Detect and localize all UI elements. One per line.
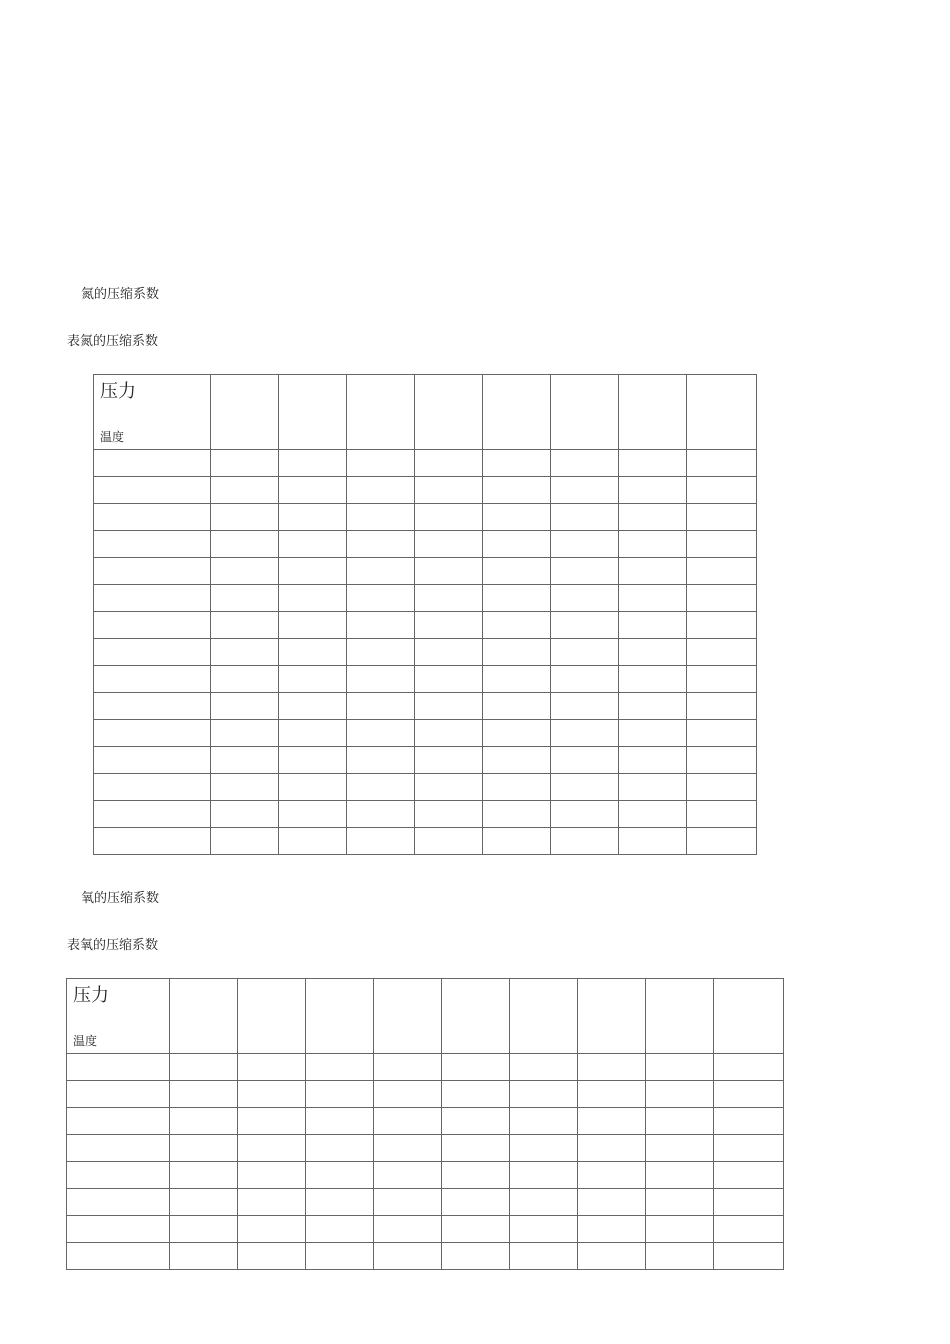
value-cell — [306, 1135, 374, 1162]
table-row — [67, 1081, 784, 1108]
value-cell — [347, 828, 415, 855]
value-cell — [714, 1243, 784, 1270]
value-cell — [211, 720, 279, 747]
value-cell — [347, 774, 415, 801]
value-cell — [374, 1108, 442, 1135]
value-cell — [619, 504, 687, 531]
value-cell — [374, 1054, 442, 1081]
value-cell — [510, 1054, 578, 1081]
table-row — [94, 666, 757, 693]
value-cell — [211, 450, 279, 477]
value-cell — [551, 612, 619, 639]
value-cell — [551, 531, 619, 558]
table-row — [94, 801, 757, 828]
value-cell — [714, 1162, 784, 1189]
value-cell — [374, 1216, 442, 1243]
value-cell — [714, 1108, 784, 1135]
pressure-header-cell — [238, 979, 306, 1054]
value-cell — [347, 639, 415, 666]
value-cell — [279, 747, 347, 774]
table-row — [94, 504, 757, 531]
value-cell — [578, 1081, 646, 1108]
value-cell — [551, 639, 619, 666]
value-cell — [714, 1216, 784, 1243]
table-row — [94, 828, 757, 855]
temperature-cell — [67, 1216, 170, 1243]
value-cell — [619, 693, 687, 720]
temperature-cell — [67, 1135, 170, 1162]
value-cell — [415, 747, 483, 774]
value-cell — [483, 585, 551, 612]
value-cell — [415, 558, 483, 585]
temperature-header-label: 温度 — [100, 430, 125, 444]
table-row — [67, 1135, 784, 1162]
value-cell — [483, 801, 551, 828]
value-cell — [374, 1081, 442, 1108]
value-cell — [347, 693, 415, 720]
table-row — [94, 747, 757, 774]
nitrogen-table-caption: 表氮的压缩系数 — [67, 334, 159, 349]
value-cell — [306, 1054, 374, 1081]
value-cell — [170, 1135, 238, 1162]
value-cell — [279, 774, 347, 801]
value-cell — [279, 531, 347, 558]
oxygen-table-caption: 表氧的压缩系数 — [67, 938, 159, 953]
value-cell — [510, 1189, 578, 1216]
value-cell — [442, 1054, 510, 1081]
value-cell — [687, 450, 757, 477]
value-cell — [170, 1162, 238, 1189]
value-cell — [279, 558, 347, 585]
value-cell — [347, 720, 415, 747]
table-row — [94, 558, 757, 585]
value-cell — [211, 504, 279, 531]
value-cell — [551, 747, 619, 774]
value-cell — [578, 1243, 646, 1270]
value-cell — [646, 1162, 714, 1189]
value-cell — [687, 612, 757, 639]
pressure-header-cell — [687, 375, 757, 450]
table-row — [94, 450, 757, 477]
table-row — [94, 693, 757, 720]
value-cell — [211, 774, 279, 801]
value-cell — [483, 774, 551, 801]
value-cell — [714, 1135, 784, 1162]
table-row — [67, 1054, 784, 1081]
oxygen-section-heading: 氧的压缩系数 — [81, 891, 160, 906]
value-cell — [279, 477, 347, 504]
table-row — [94, 720, 757, 747]
value-cell — [646, 1081, 714, 1108]
header-row — [94, 375, 757, 450]
value-cell — [374, 1135, 442, 1162]
pressure-header-cell — [306, 979, 374, 1054]
value-cell — [619, 639, 687, 666]
value-cell — [211, 477, 279, 504]
value-cell — [238, 1054, 306, 1081]
pressure-header-cell — [483, 375, 551, 450]
table-row — [67, 1189, 784, 1216]
value-cell — [687, 531, 757, 558]
value-cell — [442, 1216, 510, 1243]
value-cell — [578, 1216, 646, 1243]
value-cell — [170, 1081, 238, 1108]
value-cell — [551, 477, 619, 504]
value-cell — [619, 558, 687, 585]
value-cell — [510, 1243, 578, 1270]
value-cell — [551, 585, 619, 612]
value-cell — [347, 585, 415, 612]
value-cell — [483, 720, 551, 747]
table-row — [94, 585, 757, 612]
value-cell — [687, 747, 757, 774]
value-cell — [347, 801, 415, 828]
table-row — [94, 774, 757, 801]
temperature-cell — [94, 612, 211, 639]
value-cell — [170, 1216, 238, 1243]
value-cell — [483, 666, 551, 693]
pressure-header-label: 压力 — [73, 985, 109, 1006]
value-cell — [646, 1216, 714, 1243]
value-cell — [279, 666, 347, 693]
value-cell — [279, 693, 347, 720]
pressure-header-cell — [374, 979, 442, 1054]
value-cell — [415, 585, 483, 612]
temperature-cell — [67, 1108, 170, 1135]
value-cell — [578, 1189, 646, 1216]
value-cell — [306, 1216, 374, 1243]
value-cell — [415, 828, 483, 855]
value-cell — [442, 1108, 510, 1135]
value-cell — [347, 450, 415, 477]
nitrogen-compression-table — [93, 374, 757, 855]
table-row — [94, 639, 757, 666]
value-cell — [551, 720, 619, 747]
value-cell — [442, 1243, 510, 1270]
value-cell — [211, 612, 279, 639]
pressure-header-cell — [279, 375, 347, 450]
temperature-cell — [67, 1162, 170, 1189]
value-cell — [510, 1081, 578, 1108]
table-row — [94, 531, 757, 558]
value-cell — [306, 1162, 374, 1189]
pressure-header-cell — [211, 375, 279, 450]
value-cell — [619, 720, 687, 747]
value-cell — [415, 639, 483, 666]
temperature-cell — [94, 747, 211, 774]
value-cell — [211, 558, 279, 585]
value-cell — [415, 774, 483, 801]
value-cell — [687, 504, 757, 531]
value-cell — [510, 1108, 578, 1135]
value-cell — [619, 477, 687, 504]
value-cell — [687, 558, 757, 585]
value-cell — [170, 1189, 238, 1216]
value-cell — [211, 828, 279, 855]
value-cell — [578, 1135, 646, 1162]
value-cell — [306, 1243, 374, 1270]
value-cell — [374, 1189, 442, 1216]
value-cell — [306, 1081, 374, 1108]
value-cell — [619, 450, 687, 477]
value-cell — [687, 774, 757, 801]
value-cell — [170, 1108, 238, 1135]
pressure-header-cell — [510, 979, 578, 1054]
pressure-header-cell — [415, 375, 483, 450]
value-cell — [619, 747, 687, 774]
value-cell — [238, 1189, 306, 1216]
value-cell — [238, 1216, 306, 1243]
value-cell — [279, 585, 347, 612]
value-cell — [578, 1162, 646, 1189]
value-cell — [347, 612, 415, 639]
value-cell — [714, 1054, 784, 1081]
value-cell — [211, 693, 279, 720]
value-cell — [238, 1135, 306, 1162]
pressure-header-cell — [714, 979, 784, 1054]
oxygen-compression-table — [66, 978, 784, 1270]
nitrogen-section-heading: 氮的压缩系数 — [81, 287, 160, 302]
value-cell — [510, 1162, 578, 1189]
value-cell — [687, 828, 757, 855]
value-cell — [510, 1135, 578, 1162]
value-cell — [347, 504, 415, 531]
value-cell — [279, 720, 347, 747]
value-cell — [442, 1081, 510, 1108]
value-cell — [483, 693, 551, 720]
value-cell — [687, 693, 757, 720]
value-cell — [415, 801, 483, 828]
temperature-cell — [94, 720, 211, 747]
table-row — [67, 1108, 784, 1135]
value-cell — [483, 828, 551, 855]
pressure-header-cell — [619, 375, 687, 450]
value-cell — [483, 450, 551, 477]
value-cell — [619, 666, 687, 693]
value-cell — [551, 774, 619, 801]
value-cell — [442, 1135, 510, 1162]
table-row — [67, 1243, 784, 1270]
value-cell — [578, 1054, 646, 1081]
header-row — [67, 979, 784, 1054]
value-cell — [646, 1243, 714, 1270]
value-cell — [415, 477, 483, 504]
temperature-cell — [94, 774, 211, 801]
value-cell — [483, 747, 551, 774]
temperature-cell — [67, 1081, 170, 1108]
temperature-cell — [94, 558, 211, 585]
temperature-header-label: 温度 — [73, 1034, 98, 1048]
pressure-header-cell — [578, 979, 646, 1054]
temperature-cell — [94, 801, 211, 828]
value-cell — [551, 801, 619, 828]
value-cell — [442, 1162, 510, 1189]
pressure-header-label: 压力 — [100, 381, 136, 402]
temperature-cell — [67, 1243, 170, 1270]
value-cell — [211, 639, 279, 666]
value-cell — [170, 1243, 238, 1270]
value-cell — [483, 639, 551, 666]
corner-header-cell — [94, 375, 211, 450]
value-cell — [483, 477, 551, 504]
table-row — [67, 1216, 784, 1243]
table-row — [94, 477, 757, 504]
value-cell — [551, 450, 619, 477]
value-cell — [483, 504, 551, 531]
value-cell — [211, 531, 279, 558]
value-cell — [687, 666, 757, 693]
value-cell — [279, 612, 347, 639]
value-cell — [714, 1189, 784, 1216]
temperature-cell — [94, 639, 211, 666]
temperature-cell — [67, 1189, 170, 1216]
value-cell — [578, 1108, 646, 1135]
value-cell — [619, 801, 687, 828]
value-cell — [483, 612, 551, 639]
value-cell — [279, 450, 347, 477]
value-cell — [170, 1054, 238, 1081]
value-cell — [238, 1081, 306, 1108]
value-cell — [347, 531, 415, 558]
temperature-cell — [94, 504, 211, 531]
table-row — [94, 612, 757, 639]
temperature-cell — [94, 828, 211, 855]
value-cell — [415, 450, 483, 477]
value-cell — [687, 585, 757, 612]
value-cell — [687, 720, 757, 747]
temperature-cell — [94, 693, 211, 720]
value-cell — [551, 558, 619, 585]
corner-header-cell — [67, 979, 170, 1054]
value-cell — [510, 1216, 578, 1243]
value-cell — [687, 639, 757, 666]
temperature-cell — [94, 585, 211, 612]
value-cell — [279, 504, 347, 531]
value-cell — [374, 1243, 442, 1270]
value-cell — [238, 1162, 306, 1189]
value-cell — [347, 666, 415, 693]
value-cell — [646, 1108, 714, 1135]
value-cell — [279, 801, 347, 828]
value-cell — [687, 801, 757, 828]
value-cell — [415, 504, 483, 531]
value-cell — [347, 747, 415, 774]
value-cell — [483, 558, 551, 585]
value-cell — [211, 666, 279, 693]
temperature-cell — [94, 666, 211, 693]
value-cell — [211, 747, 279, 774]
value-cell — [211, 801, 279, 828]
pressure-header-cell — [646, 979, 714, 1054]
pressure-header-cell — [170, 979, 238, 1054]
pressure-header-cell — [347, 375, 415, 450]
value-cell — [551, 693, 619, 720]
value-cell — [646, 1054, 714, 1081]
temperature-cell — [67, 1054, 170, 1081]
value-cell — [551, 666, 619, 693]
pressure-header-cell — [551, 375, 619, 450]
value-cell — [347, 477, 415, 504]
value-cell — [646, 1135, 714, 1162]
value-cell — [687, 477, 757, 504]
value-cell — [415, 693, 483, 720]
value-cell — [238, 1108, 306, 1135]
temperature-cell — [94, 477, 211, 504]
value-cell — [306, 1189, 374, 1216]
value-cell — [442, 1189, 510, 1216]
value-cell — [279, 639, 347, 666]
value-cell — [619, 531, 687, 558]
value-cell — [279, 828, 347, 855]
value-cell — [347, 558, 415, 585]
value-cell — [238, 1243, 306, 1270]
table-row — [67, 1162, 784, 1189]
value-cell — [619, 612, 687, 639]
value-cell — [551, 504, 619, 531]
value-cell — [211, 585, 279, 612]
value-cell — [619, 585, 687, 612]
value-cell — [415, 531, 483, 558]
temperature-cell — [94, 531, 211, 558]
value-cell — [619, 828, 687, 855]
value-cell — [483, 531, 551, 558]
value-cell — [714, 1081, 784, 1108]
pressure-header-cell — [442, 979, 510, 1054]
value-cell — [415, 666, 483, 693]
value-cell — [306, 1108, 374, 1135]
value-cell — [415, 612, 483, 639]
temperature-cell — [94, 450, 211, 477]
value-cell — [415, 720, 483, 747]
value-cell — [619, 774, 687, 801]
value-cell — [551, 828, 619, 855]
value-cell — [374, 1162, 442, 1189]
value-cell — [646, 1189, 714, 1216]
